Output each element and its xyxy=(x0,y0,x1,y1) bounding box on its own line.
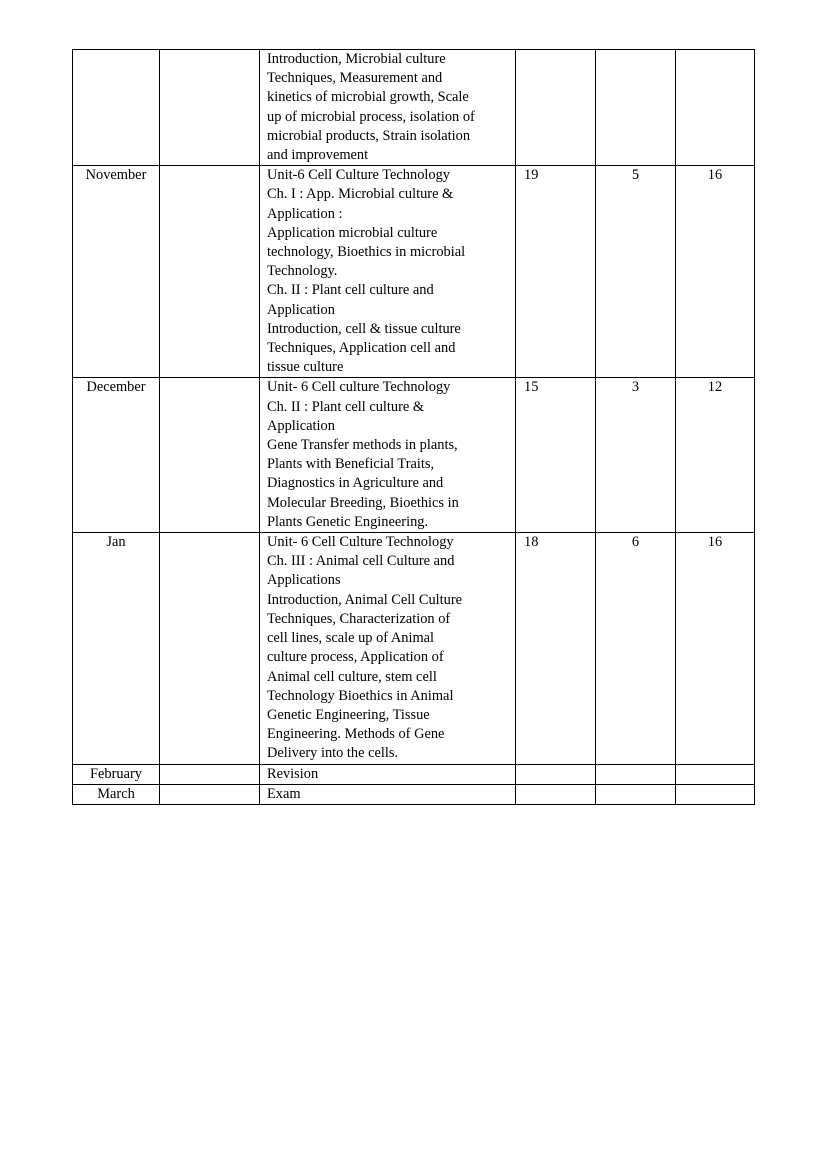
topic-line: Plants with Beneficial Traits, xyxy=(267,456,435,473)
topic-line: Introduction, Microbial culture xyxy=(267,51,446,67)
number-cell-2 xyxy=(596,50,676,166)
topic-line: up of microbial process, isolation of xyxy=(267,108,475,125)
month-cell xyxy=(73,50,160,166)
topic-cell xyxy=(260,378,516,533)
topic-cell xyxy=(260,784,516,804)
empty-cell xyxy=(160,378,260,533)
number-cell-1 xyxy=(516,764,596,784)
topic-line: Application xyxy=(267,301,335,318)
topic-line: tissue culture xyxy=(267,359,344,376)
number-cell-1: 19 xyxy=(516,166,596,378)
number-cell-3 xyxy=(676,784,755,804)
number-cell-3 xyxy=(676,50,755,166)
table-body xyxy=(73,50,755,805)
topic-line: Application xyxy=(267,417,335,434)
topic-line: cell lines, scale up of Animal xyxy=(267,630,435,647)
number-cell-3: 16 xyxy=(676,533,755,764)
topic-line: Ch. II : Plant cell culture and xyxy=(267,282,434,299)
month-cell: Jan xyxy=(73,533,160,764)
table-row xyxy=(73,378,755,533)
month-cell: November xyxy=(73,166,160,378)
syllabus-table xyxy=(72,49,755,805)
topic-line: Introduction, Animal Cell Culture xyxy=(267,591,463,608)
table-row xyxy=(73,533,755,764)
empty-cell xyxy=(160,764,260,784)
topic-line: Ch. I : App. Microbial culture & xyxy=(267,186,454,203)
table-row xyxy=(73,784,755,804)
number-cell-2: 6 xyxy=(596,533,676,764)
topic-cell xyxy=(260,166,516,378)
topic-line: microbial products, Strain isolation xyxy=(267,127,471,144)
empty-cell xyxy=(160,784,260,804)
topic-cell xyxy=(260,533,516,764)
topic-line: Technology Bioethics in Animal xyxy=(267,687,454,704)
topic-line: Application microbial culture xyxy=(267,224,438,241)
topic-line: Application : xyxy=(267,205,343,222)
number-cell-3: 16 xyxy=(676,166,755,378)
empty-cell xyxy=(160,166,260,378)
month-cell: December xyxy=(73,378,160,533)
topic-line: Techniques, Application cell and xyxy=(267,340,456,357)
number-cell-1 xyxy=(516,50,596,166)
topic-line: culture process, Application of xyxy=(267,649,444,666)
number-cell-1 xyxy=(516,784,596,804)
empty-cell xyxy=(160,50,260,166)
topic-line: Ch. III : Animal cell Culture and xyxy=(267,553,455,570)
number-cell-2 xyxy=(596,764,676,784)
topic-line: Unit-6 Cell Culture Technology xyxy=(267,167,450,184)
topic-line: technology, Bioethics in microbial xyxy=(267,244,466,261)
topic-line: Diagnostics in Agriculture and xyxy=(267,475,444,492)
number-cell-2: 5 xyxy=(596,166,676,378)
topic-line: Animal cell culture, stem cell xyxy=(267,668,437,685)
topic-line: Genetic Engineering, Tissue xyxy=(267,706,430,723)
topic-line: Gene Transfer methods in plants, xyxy=(267,437,458,454)
topic-line: Molecular Breeding, Bioethics in xyxy=(267,494,459,511)
table-row xyxy=(73,764,755,784)
number-cell-1: 15 xyxy=(516,378,596,533)
topic-line: Revision xyxy=(267,765,319,782)
number-cell-3 xyxy=(676,764,755,784)
topic-line: Technology. xyxy=(267,263,338,280)
topic-line: kinetics of microbial growth, Scale xyxy=(267,89,469,106)
topic-line: Delivery into the cells. xyxy=(267,745,399,762)
topic-line: Ch. II : Plant cell culture & xyxy=(267,398,425,415)
topic-line: Plants Genetic Engineering. xyxy=(267,513,429,530)
month-cell: March xyxy=(73,784,160,804)
topic-line: and improvement xyxy=(267,147,369,164)
month-cell: February xyxy=(73,764,160,784)
table-row xyxy=(73,50,755,166)
table-row xyxy=(73,166,755,378)
topic-cell xyxy=(260,50,516,166)
number-cell-2 xyxy=(596,784,676,804)
topic-line: Techniques, Characterization of xyxy=(267,610,451,627)
topic-cell xyxy=(260,764,516,784)
number-cell-2: 3 xyxy=(596,378,676,533)
number-cell-1: 18 xyxy=(516,533,596,764)
topic-line: Unit- 6 Cell culture Technology xyxy=(267,379,451,396)
topic-line: Introduction, cell & tissue culture xyxy=(267,320,461,337)
empty-cell xyxy=(160,533,260,764)
number-cell-3: 12 xyxy=(676,378,755,533)
topic-line: Applications xyxy=(267,572,341,589)
topic-line: Engineering. Methods of Gene xyxy=(267,726,445,743)
topic-line: Techniques, Measurement and xyxy=(267,70,443,87)
topic-line: Exam xyxy=(267,785,301,802)
topic-line: Unit- 6 Cell Culture Technology xyxy=(267,534,454,551)
